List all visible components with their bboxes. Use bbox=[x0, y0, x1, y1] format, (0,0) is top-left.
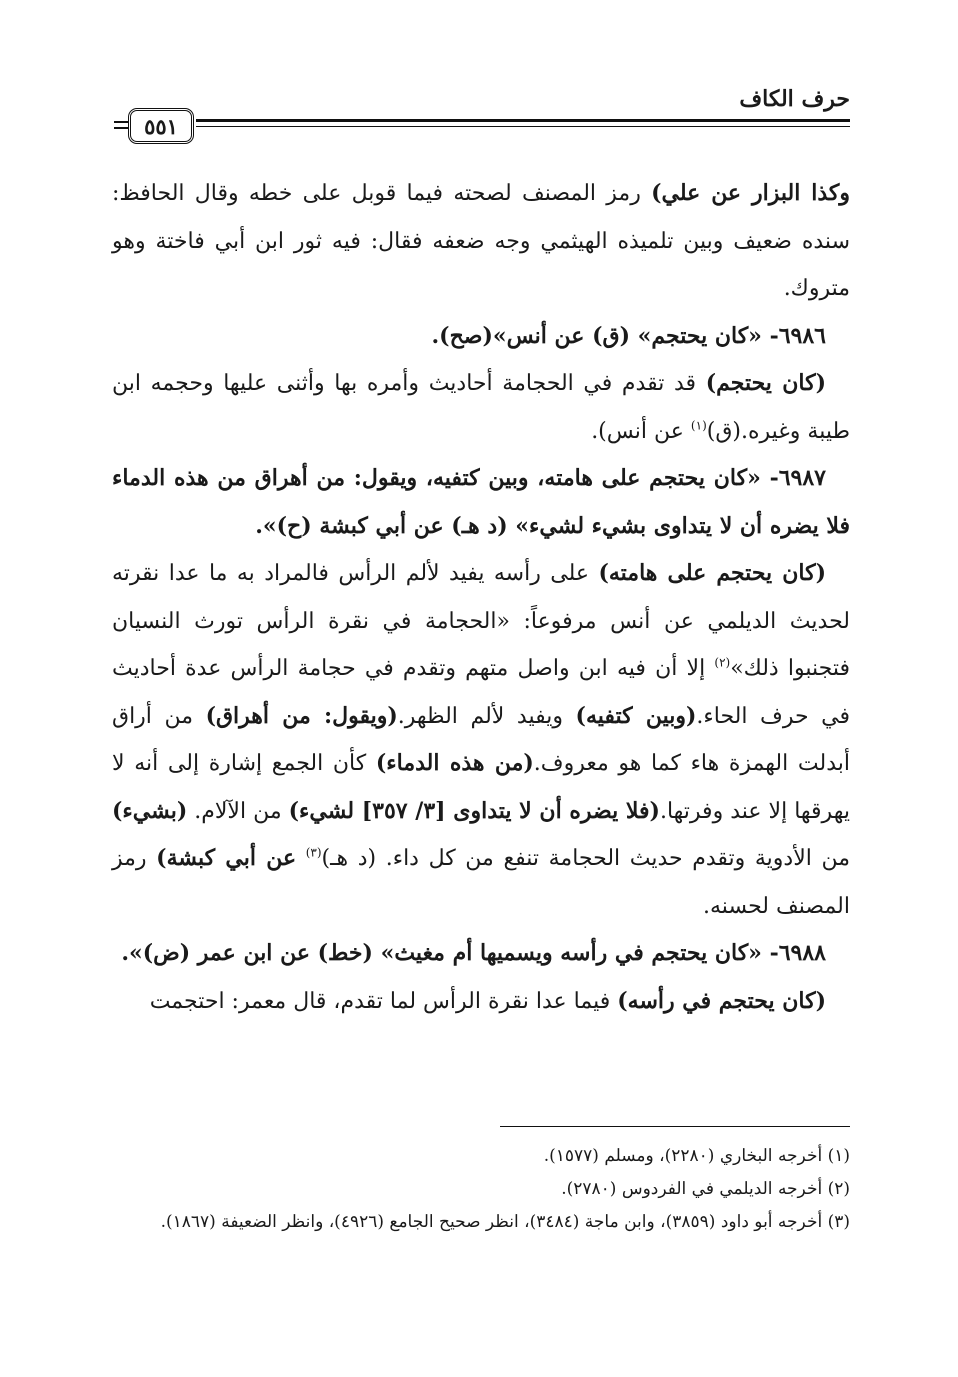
bold-phrase: (كان يحتجم) bbox=[705, 370, 826, 396]
text-span: على رأسه يفيد لألم الرأس فالمراد به ما عدا نقرته لحديث الديلمي عن أنس مرفوعاً: «الحجامة في نقرة الرأس تورث النسيان فتجنبوا ذلك» bbox=[112, 561, 850, 681]
commentary-6986 bbox=[112, 360, 850, 455]
commentary-6987 bbox=[112, 550, 850, 930]
footnote-2: (٢) أخرجه الديلمي في الفردوس (٢٧٨٠). bbox=[561, 1179, 850, 1199]
bold-phrase: (كان يحتجم في رأسه) bbox=[617, 987, 826, 1014]
text-span bbox=[296, 846, 306, 871]
hadith-text: «كان يحتجم في رأسه ويسميها أم مغيث» (خط) عن ابن عمر (ض)». bbox=[121, 940, 762, 966]
hadith-text: «كان يحتجم» (ق) عن أنس»(صح). bbox=[431, 322, 762, 349]
bold-phrase: وكذا البزار عن علي) bbox=[651, 180, 850, 206]
header-rule-left bbox=[114, 127, 128, 129]
hadith-heading-6988 bbox=[112, 930, 850, 978]
text-span: من أراق أبدلت الهمزة هاء كما هو معروف. bbox=[112, 703, 850, 776]
bold-phrase: (من هذه الدماء) bbox=[375, 750, 534, 776]
bold-phrase: (وبين كتفيه) bbox=[575, 702, 697, 729]
hadith-text: «كان يحتجم على هامته، وبين كتفيه، ويقول: من أهراق من هذه الدماء فلا يضره أن لا يتداوى بشيء لشيء» (د هـ) عن أبي كبشة (ح)». bbox=[112, 465, 850, 539]
footnotes bbox=[112, 1140, 850, 1239]
header-rule-thin bbox=[196, 126, 850, 127]
text-span: قد تقدم في الحجامة أحاديث وأمره بها وأثنى عليها وحجمه ابن طيبة وغيره.(ق) bbox=[112, 371, 850, 444]
text-span: رمز المصنف لصحته فيما قوبل على خطه وقال الحافظ: سنده ضعيف وبين تلميذه الهيثمي وجه ضعفه فقال: فيه ثور ابن أبي فاختة وهو متروك. bbox=[112, 181, 850, 301]
footnote-1: (١) أخرجه البخاري (٢٢٨٠)، ومسلم (١٥٧٧). bbox=[543, 1146, 850, 1166]
footnote-3: (٣) أخرجه أبو داود (٣٨٥٩)، وابن ماجة (٣٤٨٤)، انظر صحيح الجامع (٤٩٢٦)، وانظر الضعيفة (١٨٦٧). bbox=[160, 1212, 850, 1232]
hadith-heading-6986 bbox=[112, 313, 850, 361]
bold-phrase: عن أبي كبشة) bbox=[156, 845, 297, 871]
header-rule-left bbox=[114, 121, 128, 123]
hadith-number: ٦٩٨٧- bbox=[760, 465, 826, 491]
bold-phrase: (فلا يضره أن لا يتداوى [٣/ ٣٥٧] لشيء) bbox=[288, 797, 660, 824]
text-span: من الأدوية وتقدم حديث الحجامة تنفع من كل داء. (د هـ) bbox=[321, 846, 850, 871]
bold-phrase: (ويقول: من أهراق) bbox=[205, 702, 398, 729]
footnote-separator bbox=[500, 1126, 850, 1127]
text-span: رمز المصنف لحسنه. bbox=[112, 846, 850, 919]
text-span: من الآلام. bbox=[187, 798, 289, 824]
main-text bbox=[112, 170, 850, 1025]
text-span: فيما عدا نقرة الرأس لما تقدم، قال معمر: احتجمت bbox=[149, 988, 618, 1014]
footnote-ref: (١) bbox=[690, 418, 707, 433]
hadith-heading-6987 bbox=[112, 455, 850, 550]
bold-phrase: (كان يحتجم على هامته) bbox=[598, 560, 826, 586]
text-span: كأن الجمع إشارة إلى أنه لا يهرقها إلا عند وفرتها. bbox=[112, 751, 850, 824]
bold-phrase: (بشيء) bbox=[112, 797, 188, 824]
hadith-number: ٦٩٨٦- bbox=[761, 322, 826, 349]
paragraph-continuation bbox=[112, 170, 850, 313]
footnote-ref: (٣) bbox=[305, 845, 322, 860]
text-span: ويفيد لألم الظهر. bbox=[397, 703, 576, 729]
page-number: ٥٥١ bbox=[128, 108, 194, 144]
chapter-title: حرف الكاف bbox=[739, 86, 850, 112]
hadith-number: ٦٩٨٨- bbox=[761, 940, 826, 966]
header-rule-thick bbox=[196, 119, 850, 122]
text-span: عن أنس). bbox=[591, 418, 691, 444]
footnote-ref: (٢) bbox=[714, 655, 731, 670]
text-span: إلا أن فيه ابن واصل متهم وتقدم في حجامة الرأس عدة أحاديث في حرف الحاء. bbox=[112, 656, 850, 729]
commentary-6988 bbox=[112, 978, 850, 1026]
